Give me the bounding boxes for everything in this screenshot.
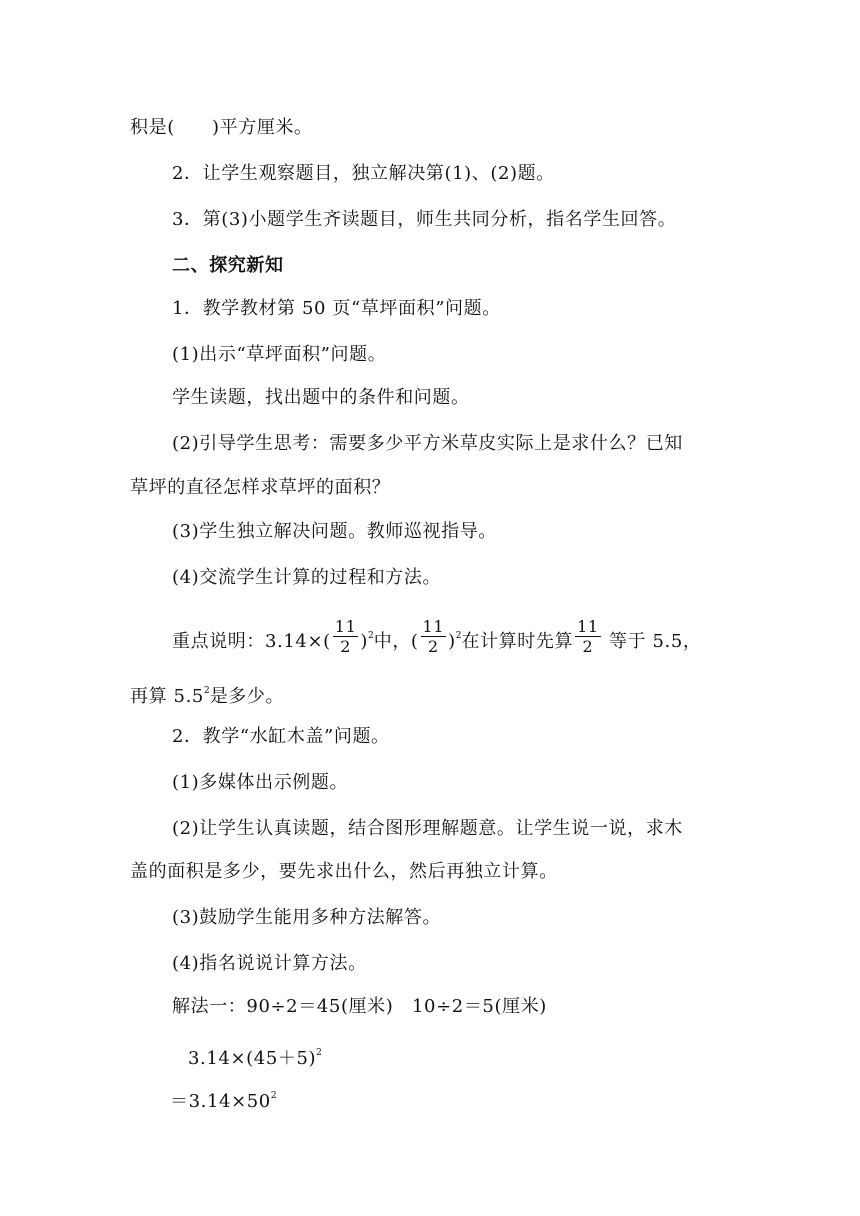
formula-text: ＝3.14×50 xyxy=(170,1091,271,1112)
formula-text: 3.14×(45＋5) xyxy=(188,1048,317,1069)
formula-text: ) xyxy=(448,631,456,652)
text-line: (1)出示“草坪面积”问题。 xyxy=(172,344,387,365)
fraction-numerator: 11 xyxy=(334,616,357,636)
text-line: (2)让学生认真读题，结合图形理解题意。让学生说一说，求木 xyxy=(172,818,683,839)
formula-text: 再算 5.5 xyxy=(130,686,204,707)
exponent: 2 xyxy=(203,686,210,696)
fraction xyxy=(333,617,359,656)
text-line: 2．让学生观察题目，独立解决第(1)、(2)题。 xyxy=(172,163,555,184)
exponent: 2 xyxy=(367,631,374,641)
formula-text: 是多少。 xyxy=(209,686,285,707)
text-line: (4)指名说说计算方法。 xyxy=(172,953,367,974)
text-line: 解法一：90÷2＝45(厘米) 10÷2＝5(厘米) xyxy=(172,996,547,1017)
text-line: (4)交流学生计算的过程和方法。 xyxy=(172,567,442,588)
formula-text: ) xyxy=(360,631,368,652)
formula-text: 中，( xyxy=(373,631,419,652)
formula-line xyxy=(170,1084,277,1114)
fraction-denominator: 2 xyxy=(340,636,351,656)
formula-text: 在计算时先算 xyxy=(461,631,574,652)
formula-line xyxy=(188,1041,322,1071)
text-line: 2．教学“水缸木盖”问题。 xyxy=(172,726,390,747)
text-line: (2)引导学生思考：需要多少平方米草皮实际上是求什么？已知 xyxy=(172,433,683,454)
formula-line xyxy=(130,679,284,709)
fraction xyxy=(575,617,601,656)
text-line: (1)多媒体出示例题。 xyxy=(172,772,349,793)
formula-text: 等于 5.5， xyxy=(602,631,702,652)
formula-line xyxy=(172,616,702,656)
text-line: 1．教学教材第 50 页“草坪面积”问题。 xyxy=(172,298,501,319)
text-line: 盖的面积是多少，要先求出什么，然后再独立计算。 xyxy=(130,861,558,882)
exponent: 2 xyxy=(316,1048,322,1058)
text-line: (3)鼓励学生能用多种方法解答。 xyxy=(172,907,442,928)
section-heading: 二、探究新知 xyxy=(172,255,284,276)
formula-text: 重点说明：3.14×( xyxy=(172,631,331,652)
exponent: 2 xyxy=(455,631,462,641)
text-line: (3)学生独立解决问题。教师巡视指导。 xyxy=(172,521,497,542)
fraction-numerator: 11 xyxy=(422,616,445,636)
fraction-numerator: 11 xyxy=(577,616,599,636)
exponent: 2 xyxy=(270,1091,277,1101)
fraction-denominator: 2 xyxy=(582,636,594,656)
text-line: 草坪的直径怎样求草坪的面积？ xyxy=(130,477,391,498)
fraction xyxy=(421,617,447,656)
text-line: 学生读题，找出题中的条件和问题。 xyxy=(172,387,470,408)
text-line: 3．第(3)小题学生齐读题目，师生共同分析，指名学生回答。 xyxy=(172,209,677,230)
fraction-denominator: 2 xyxy=(427,636,439,656)
text-line: 积是( )平方厘米。 xyxy=(130,117,313,138)
